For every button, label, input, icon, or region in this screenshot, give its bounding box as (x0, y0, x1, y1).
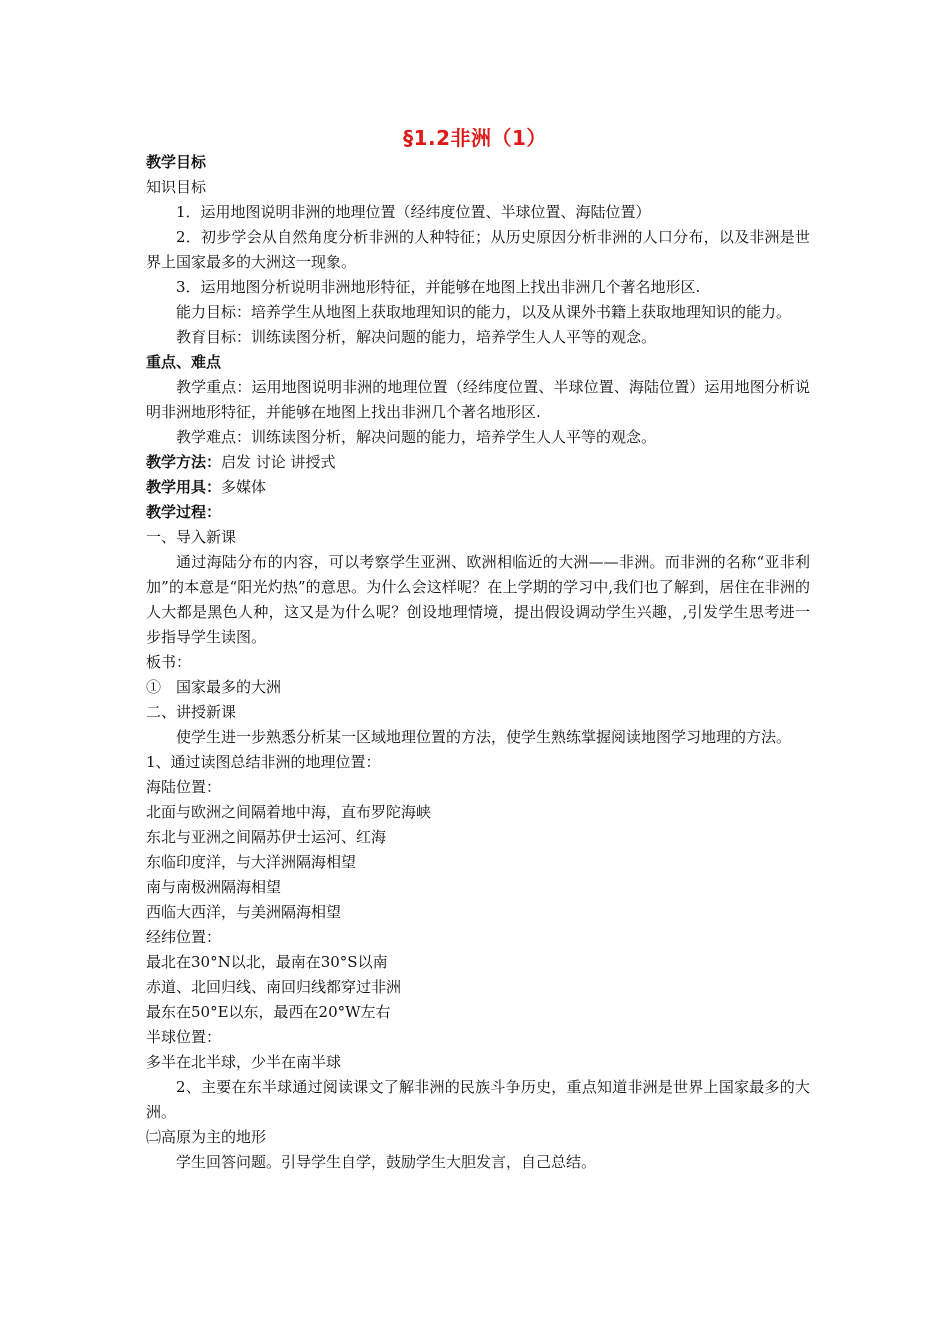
knowledge-item-1: 1．运用地图说明非洲的地理位置（经纬度位置、半球位置、海陆位置） (176, 203, 651, 221)
latlon-item: 最东在50°E以东，最西在20°W左右 (146, 1003, 391, 1021)
sea-land-item: 东北与亚洲之间隔苏伊士运河、红海 (146, 828, 387, 846)
key-heading: 重点、难点 (146, 353, 222, 371)
objectives-heading: 教学目标 (146, 153, 207, 171)
tools-row (146, 475, 810, 500)
sea-land-item: 北面与欧洲之间隔着地中海，直布罗陀海峡 (146, 803, 432, 821)
method-value: 启发 讨论 讲授式 (221, 453, 336, 471)
difficulty: 教学难点：训练读图分析，解决问题的能力，培养学生人人平等的观念。 (176, 428, 657, 446)
terrain-heading: ㈡高原为主的地形 (146, 1128, 267, 1146)
hemisphere-heading: 半球位置： (146, 1028, 222, 1046)
method-row (146, 450, 810, 475)
latlon-item: 最北在30°N以北，最南在30°S以南 (146, 953, 388, 971)
sea-land-item: 东临印度洋，与大洋洲隔海相望 (146, 853, 357, 871)
knowledge-item-2: 2．初步学会从自然角度分析非洲的人种特征；从历史原因分析非洲的人口分布，以及非洲是世界上国家最多的大洲这一现象。 (146, 228, 810, 271)
hemisphere-item: 多半在北半球，少半在南半球 (146, 1053, 342, 1071)
intro-paragraph: 通过海陆分布的内容，可以考察学生亚洲、欧洲相临近的大洲——非洲。而非洲的名称“亚非利加”的本意是“阳光灼热”的意思。为什么会这样呢？在上学期的学习中,我们也了解到，居住在非洲的人大都是黑色人种，这又是为什么呢？创设地理情境，提出假设调动学生兴趣，,引发学生思考进一步指导学生读图。 (146, 553, 810, 646)
point-1: 1、通过读图总结非洲的地理位置： (146, 753, 381, 771)
section-2-heading: 二、讲授新课 (146, 703, 237, 721)
process-heading: 教学过程： (146, 503, 222, 521)
ability-objective: 能力目标：培养学生从地图上获取地理知识的能力，以及从课外书籍上获取地理知识的能力。 (176, 303, 792, 321)
method-label: 教学方法： (146, 453, 222, 471)
knowledge-item-3: 3．运用地图分析说明非洲地形特征，并能够在地图上找出非洲几个著名地形区. (176, 278, 701, 296)
document-body (146, 150, 810, 1175)
tools-label: 教学用具： (146, 478, 222, 496)
sea-land-item: 西临大西洋，与美洲隔海相望 (146, 903, 342, 921)
sea-land-item: 南与南极洲隔海相望 (146, 878, 282, 896)
page-title: §1.2非洲（1） (403, 126, 547, 150)
point-2: 2、主要在东半球通过阅读课文了解非洲的民族斗争历史，重点知道非洲是世界上国家最多的大洲。 (146, 1078, 810, 1121)
latlon-item: 赤道、北回归线、南回归线都穿过非洲 (146, 978, 402, 996)
teach-paragraph: 使学生进一步熟悉分析某一区域地理位置的方法，使学生熟练掌握阅读地图学习地理的方法。 (176, 728, 792, 746)
education-objective: 教育目标：训练读图分析，解决问题的能力，培养学生人人平等的观念。 (176, 328, 657, 346)
board-item: ① 国家最多的大洲 (146, 678, 282, 696)
key-point: 教学重点：运用地图说明非洲的地理位置（经纬度位置、半球位置、海陆位置）运用地图分析说明非洲地形特征，并能够在地图上找出非洲几个著名地形区. (146, 378, 810, 421)
terrain-text: 学生回答问题。引导学生自学，鼓励学生大胆发言，自己总结。 (176, 1153, 597, 1171)
latlon-heading: 经纬位置： (146, 928, 222, 946)
board-label: 板书： (146, 653, 192, 671)
section-1-heading: 一、导入新课 (146, 528, 237, 546)
tools-value: 多媒体 (221, 478, 267, 496)
sea-land-heading: 海陆位置： (146, 778, 222, 796)
knowledge-heading: 知识目标 (146, 178, 207, 196)
